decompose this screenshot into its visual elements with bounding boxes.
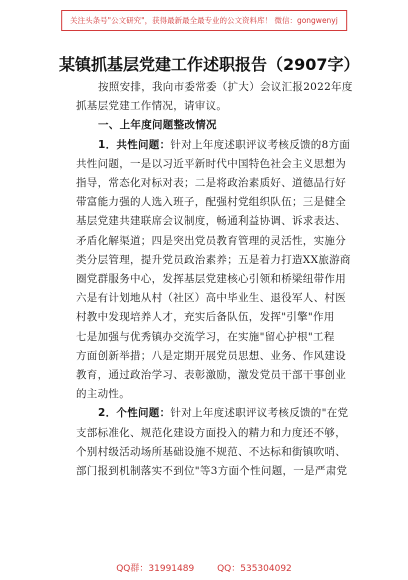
paragraph-line: 圈党群服务中心，发挥基层党建核心引领和桥梁纽带作用 xyxy=(76,273,346,286)
paragraph-line: 指导，常态化对标对表；二是将政治素质好、道德品行好 xyxy=(76,177,346,190)
paragraph-line: 七是加强与优秀镇办交流学习，在实施"留心护根"工程 xyxy=(76,330,335,343)
paragraph-block xyxy=(76,424,356,482)
document-title: 某镇抓基层党建工作述职报告（2907字） xyxy=(59,55,360,74)
paragraph-line: 矛盾化解渠道；四是突出党员教育管理的灵活性，实施分 xyxy=(76,234,346,247)
paragraph-line: 带富能力强的人选入班子，配强村党组织队伍；三是健全 xyxy=(76,196,346,209)
paragraph-line: 基层党建共建联席会议制度，畅通利益协调、诉求表达、 xyxy=(76,215,346,228)
footer-contact xyxy=(0,561,408,574)
paragraph-line: 部门报到机制落实不到位"等3方面个性问题，一是严肃党 xyxy=(76,465,348,478)
paragraph-line: 的主动性。 xyxy=(76,388,130,401)
paragraph-line xyxy=(76,136,356,155)
paragraph-line: 村教中发现培养人才，充实后备队伍，发挥"引擎"作用 xyxy=(76,311,335,324)
paragraph-line: 方面创新举措；八是定期开展党员思想、业务、作风建设 xyxy=(76,349,346,362)
intro-line: 抓基层党建工作情况，请审议。 xyxy=(76,100,228,113)
paragraph-block xyxy=(76,155,356,405)
paragraph-line xyxy=(76,404,356,423)
document-body xyxy=(76,78,356,481)
paragraph-line: 教育，通过政治学习、表彰激励，激发党员干部干事创业 xyxy=(76,369,346,382)
paragraph-line: 支部标准化、规范化建设方面投入的精力和力度还不够， xyxy=(76,426,346,439)
item-text: 针对上年度述职评议考核反馈的"在党 xyxy=(170,407,349,420)
item-label: 2．个性问题： xyxy=(98,407,171,420)
qq-number: QQ：535304092 xyxy=(217,564,292,574)
item-text: 针对上年度述职评议考核反馈的8方面 xyxy=(170,138,351,151)
paragraph-line: 类分层管理，提升党员政治素养；五是着力打造XX旅游商 xyxy=(76,253,351,266)
promo-banner: 关注头条号"公文研究"，获得最新最全最专业的公文资料库！ 微信：gongwenyj xyxy=(61,10,347,31)
intro-line: 按照安排，我向市委常委（扩大）会议汇报2022年度 xyxy=(98,81,353,93)
paragraph-line: 六是有计划地从村（社区）高中毕业生、退役军人、村医 xyxy=(76,292,346,305)
item-label: 1．共性问题： xyxy=(98,138,171,151)
qq-group: QQ群：31991489 xyxy=(116,564,195,574)
paragraph-line: 共性问题，一是以习近平新时代中国特色社会主义思想为 xyxy=(76,157,346,170)
paragraph-line: 个别村级活动场所基础设施不规范、不达标和街镇吹哨、 xyxy=(76,445,346,458)
section-heading: 一、上年度问题整改情况 xyxy=(98,119,217,132)
